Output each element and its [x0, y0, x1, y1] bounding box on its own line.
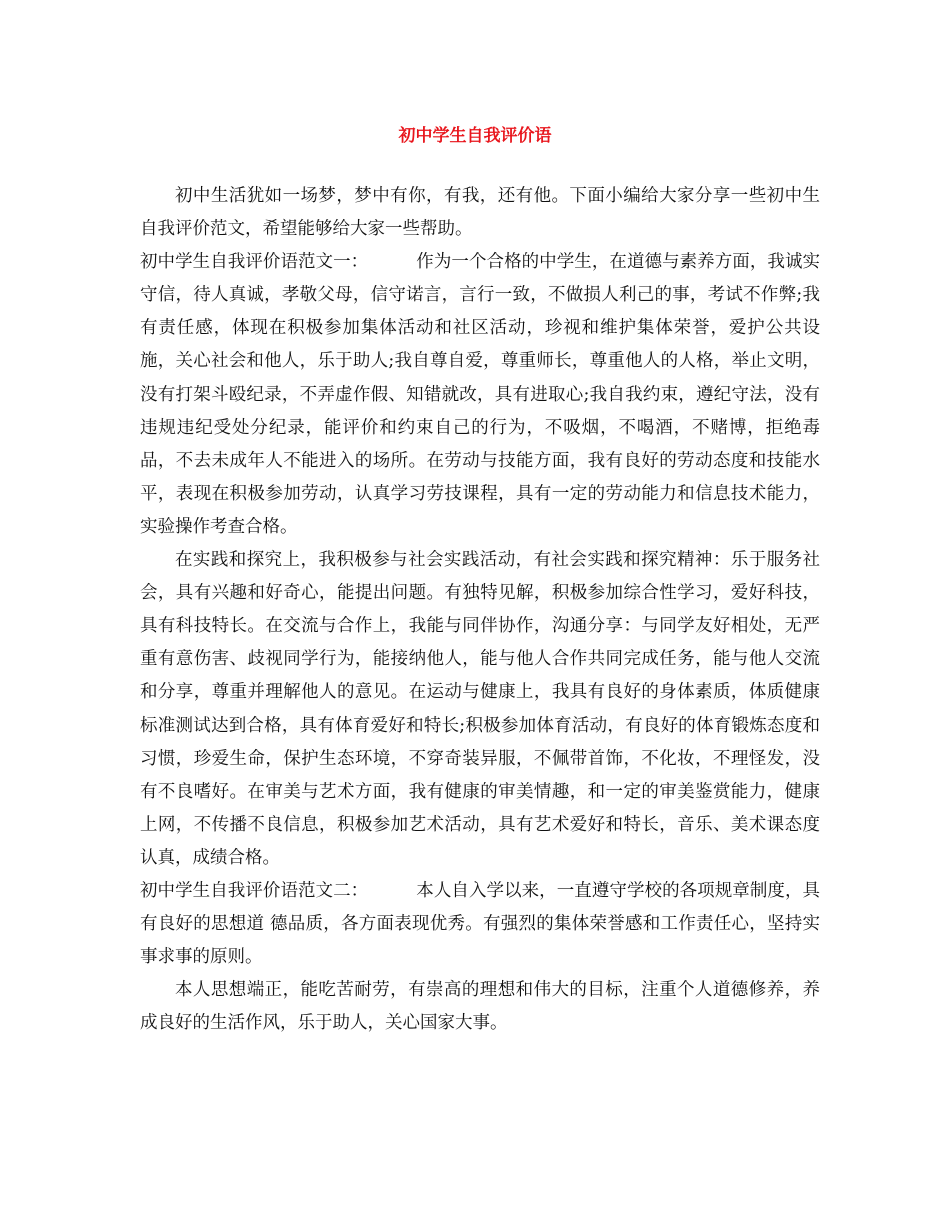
document-body [140, 180, 820, 1040]
intro-paragraph: 初中生活犹如一场梦，梦中有你，有我，还有他。下面小编给大家分享一些初中生自我评价范文，希望能够给大家一些帮助。 [140, 186, 820, 240]
sample-two-text: 本人自入学以来，一直遵守学校的各项规章制度，具有良好的思想道 德品质，各方面表现优秀。有强烈的集体荣誉感和工作责任心，坚持实事求事的原则。 [140, 880, 821, 968]
sample-two-heading: 初中学生自我评价语范文二： [140, 880, 369, 901]
sample-two-second-paragraph: 本人思想端正，能吃苦耐劳，有崇高的理想和伟大的目标，注重个人道德修养，养成良好的生活作风，乐于助人，关心国家大事。 [140, 980, 820, 1034]
sample-two-paragraph [140, 875, 820, 974]
sample-one-heading: 初中学生自我评价语范文一： [140, 252, 369, 273]
sample-one-text: 作为一个合格的中学生，在道德与素养方面，我诚实守信，待人真诚，孝敬父母，信守诺言，言行一致，不做损人利己的事，考试不作弊;我有责任感，体现在积极参加集体活动和社区活动，珍视和维护集体荣誉，爱护公共设施，关心社会和他人，乐于助人;我自尊自爱，尊重师长，尊重他人的人格，举止文明，没有打架斗殴纪录，不弄虚作假、知错就改，具有进取心;我自我约束，遵纪守法，没有违规违纪受处分纪录，能评价和约束自己的行为，不吸烟，不喝酒，不赌博，拒绝毒品，不去未成年人不能进入的场所。在劳动与技能方面，我有良好的劳动态度和技能水平，表现在积极参加劳动，认真学习劳技课程，具有一定的劳动能力和信息技术能力，实验操作考查合格。 [140, 252, 821, 537]
sample-one-second-paragraph: 在实践和探究上，我积极参与社会实践活动，有社会实践和探究精神：乐于服务社会，具有兴趣和好奇心，能提出问题。有独特见解，积极参加综合性学习，爱好科技，具有科技特长。在交流与合作上，我能与同伴协作，沟通分享：与同学友好相处，无严重有意伤害、歧视同学行为，能接纳他人，能与他人合作共同完成任务，能与他人交流和分享，尊重并理解他人的意见。在运动与健康上，我具有良好的身体素质，体质健康标准测试达到合格，具有体育爱好和特长;积极参加体育活动，有良好的体育锻炼态度和习惯，珍爱生命，保护生态环境，不穿奇装异服，不佩带首饰，不化妆，不理怪发，没有不良嗜好。在审美与艺术方面，我有健康的审美情趣，和一定的审美鉴赏能力，健康上网，不传播不良信息，积极参加艺术活动，具有艺术爱好和特长，音乐、美术课态度认真，成绩合格。 [140, 550, 820, 868]
document-title: 初中学生自我评价语 [398, 126, 552, 146]
sample-one-paragraph [140, 246, 820, 544]
